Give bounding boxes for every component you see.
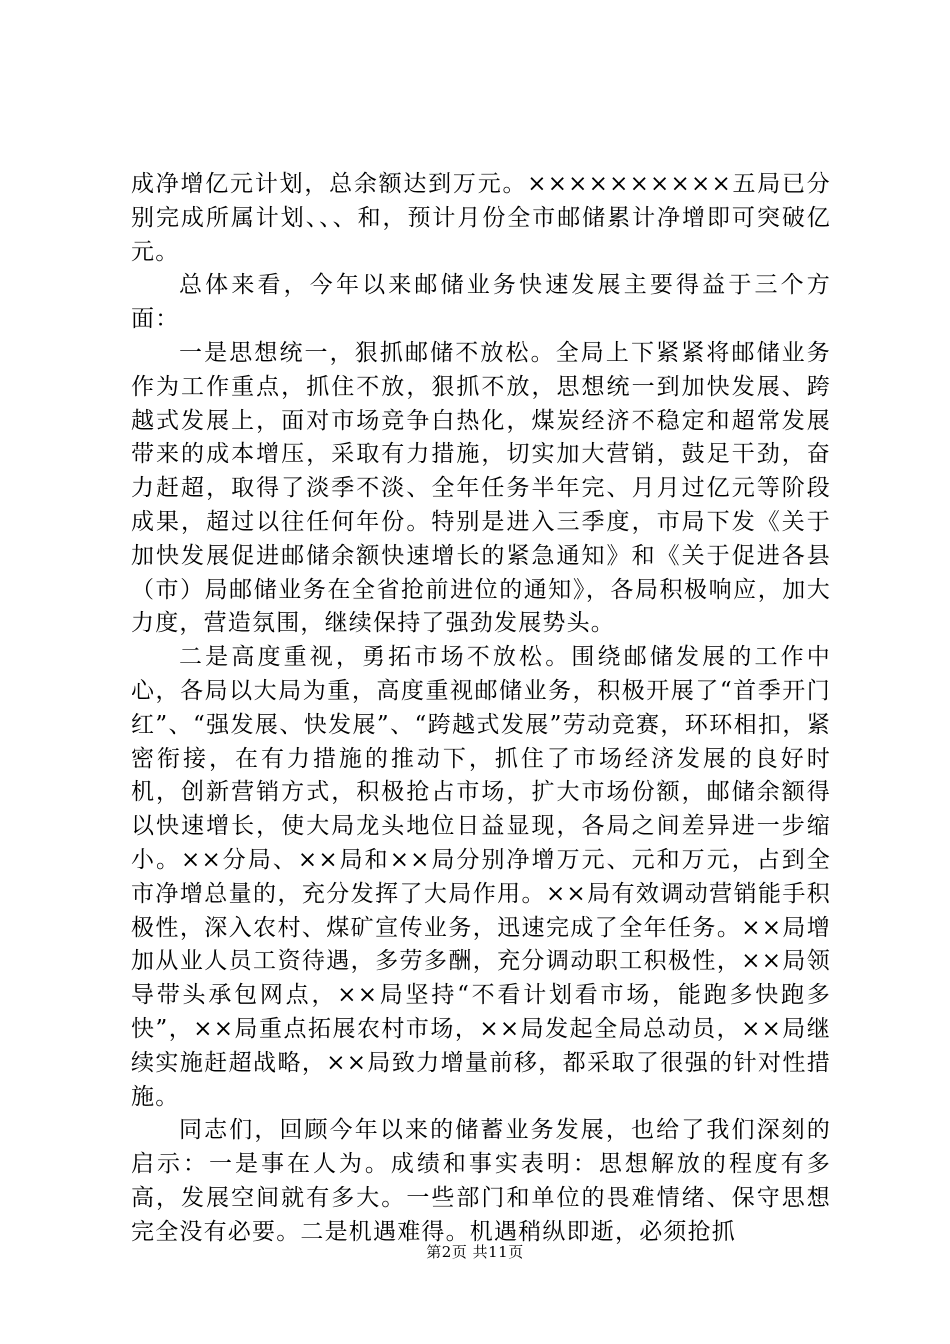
document-body: [131, 168, 831, 1250]
paragraph-reflection: 同志们，回顾今年以来的储蓄业务发展，也给了我们深刻的启示：一是事在人为。成绩和事实表明：思想解放的程度有多高，发展空间就有多大。一些部门和单位的畏难情绪、保守思想完全没有必要。二是机遇难得。机遇稍纵即逝，必须抢抓: [131, 1117, 831, 1245]
paragraph-point-one: 一是思想统一，狠抓邮储不放松。全局上下紧紧将邮储业务作为工作重点，抓住不放，狠抓不放，思想统一到加快发展、跨越式发展上，面对市场竞争白热化，煤炭经济不稳定和超常发展带来的成本增压，采取有力措施，切实加大营销，鼓足干劲，奋力赶超，取得了淡季不淡、全年任务半年完、月月过亿元等阶段成果，超过以往任何年份。特别是进入三季度，市局下发《关于加快发展促进邮储余额快速增长的紧急通知》和《关于促进各县（市）局邮储业务在全省抢前进位的通知》，各局积极响应，加大力度，营造氛围，继续保持了强劲发展势头。: [131, 339, 831, 637]
page-number-footer: 第2页 共11页: [426, 1243, 524, 1261]
paragraph-point-two: 二是高度重视，勇拓市场不放松。围绕邮储发展的工作中心，各局以大局为重，高度重视邮储业务，积极开展了“首季开门红”、“强发展、快发展”、“跨越式发展”劳动竞赛，环环相扣，紧密衔接，在有力措施的推动下，抓住了市场经济发展的良好时机，创新营销方式，积极抢占市场，扩大市场份额，邮储余额得以快速增长，使大局龙头地位日益显现，各局之间差异进一步缩小。××分局、××局和××局分别净增万元、元和万元，占到全市净增总量的，充分发挥了大局作用。××局有效调动营销能手积极性，深入农村、煤矿宣传业务，迅速完成了全年任务。××局增加从业人员工资待遇，多劳多酬，充分调动职工积极性，××局领导带头承包网点，××局坚持“不看计划看市场，能跑多快跑多快”，××局重点拓展农村市场，××局发起全局总动员，××局继续实施赶超战略，××局致力增量前移，都采取了很强的针对性措施。: [131, 644, 831, 1110]
paragraph-continuation: 成净增亿元计划，总余额达到万元。××××××××××五局已分别完成所属计划、、、和，预计月份全市邮储累计净增即可突破亿元。: [131, 171, 831, 265]
paragraph-summary-intro: 总体来看，今年以来邮储业务快速发展主要得益于三个方面：: [131, 272, 831, 333]
